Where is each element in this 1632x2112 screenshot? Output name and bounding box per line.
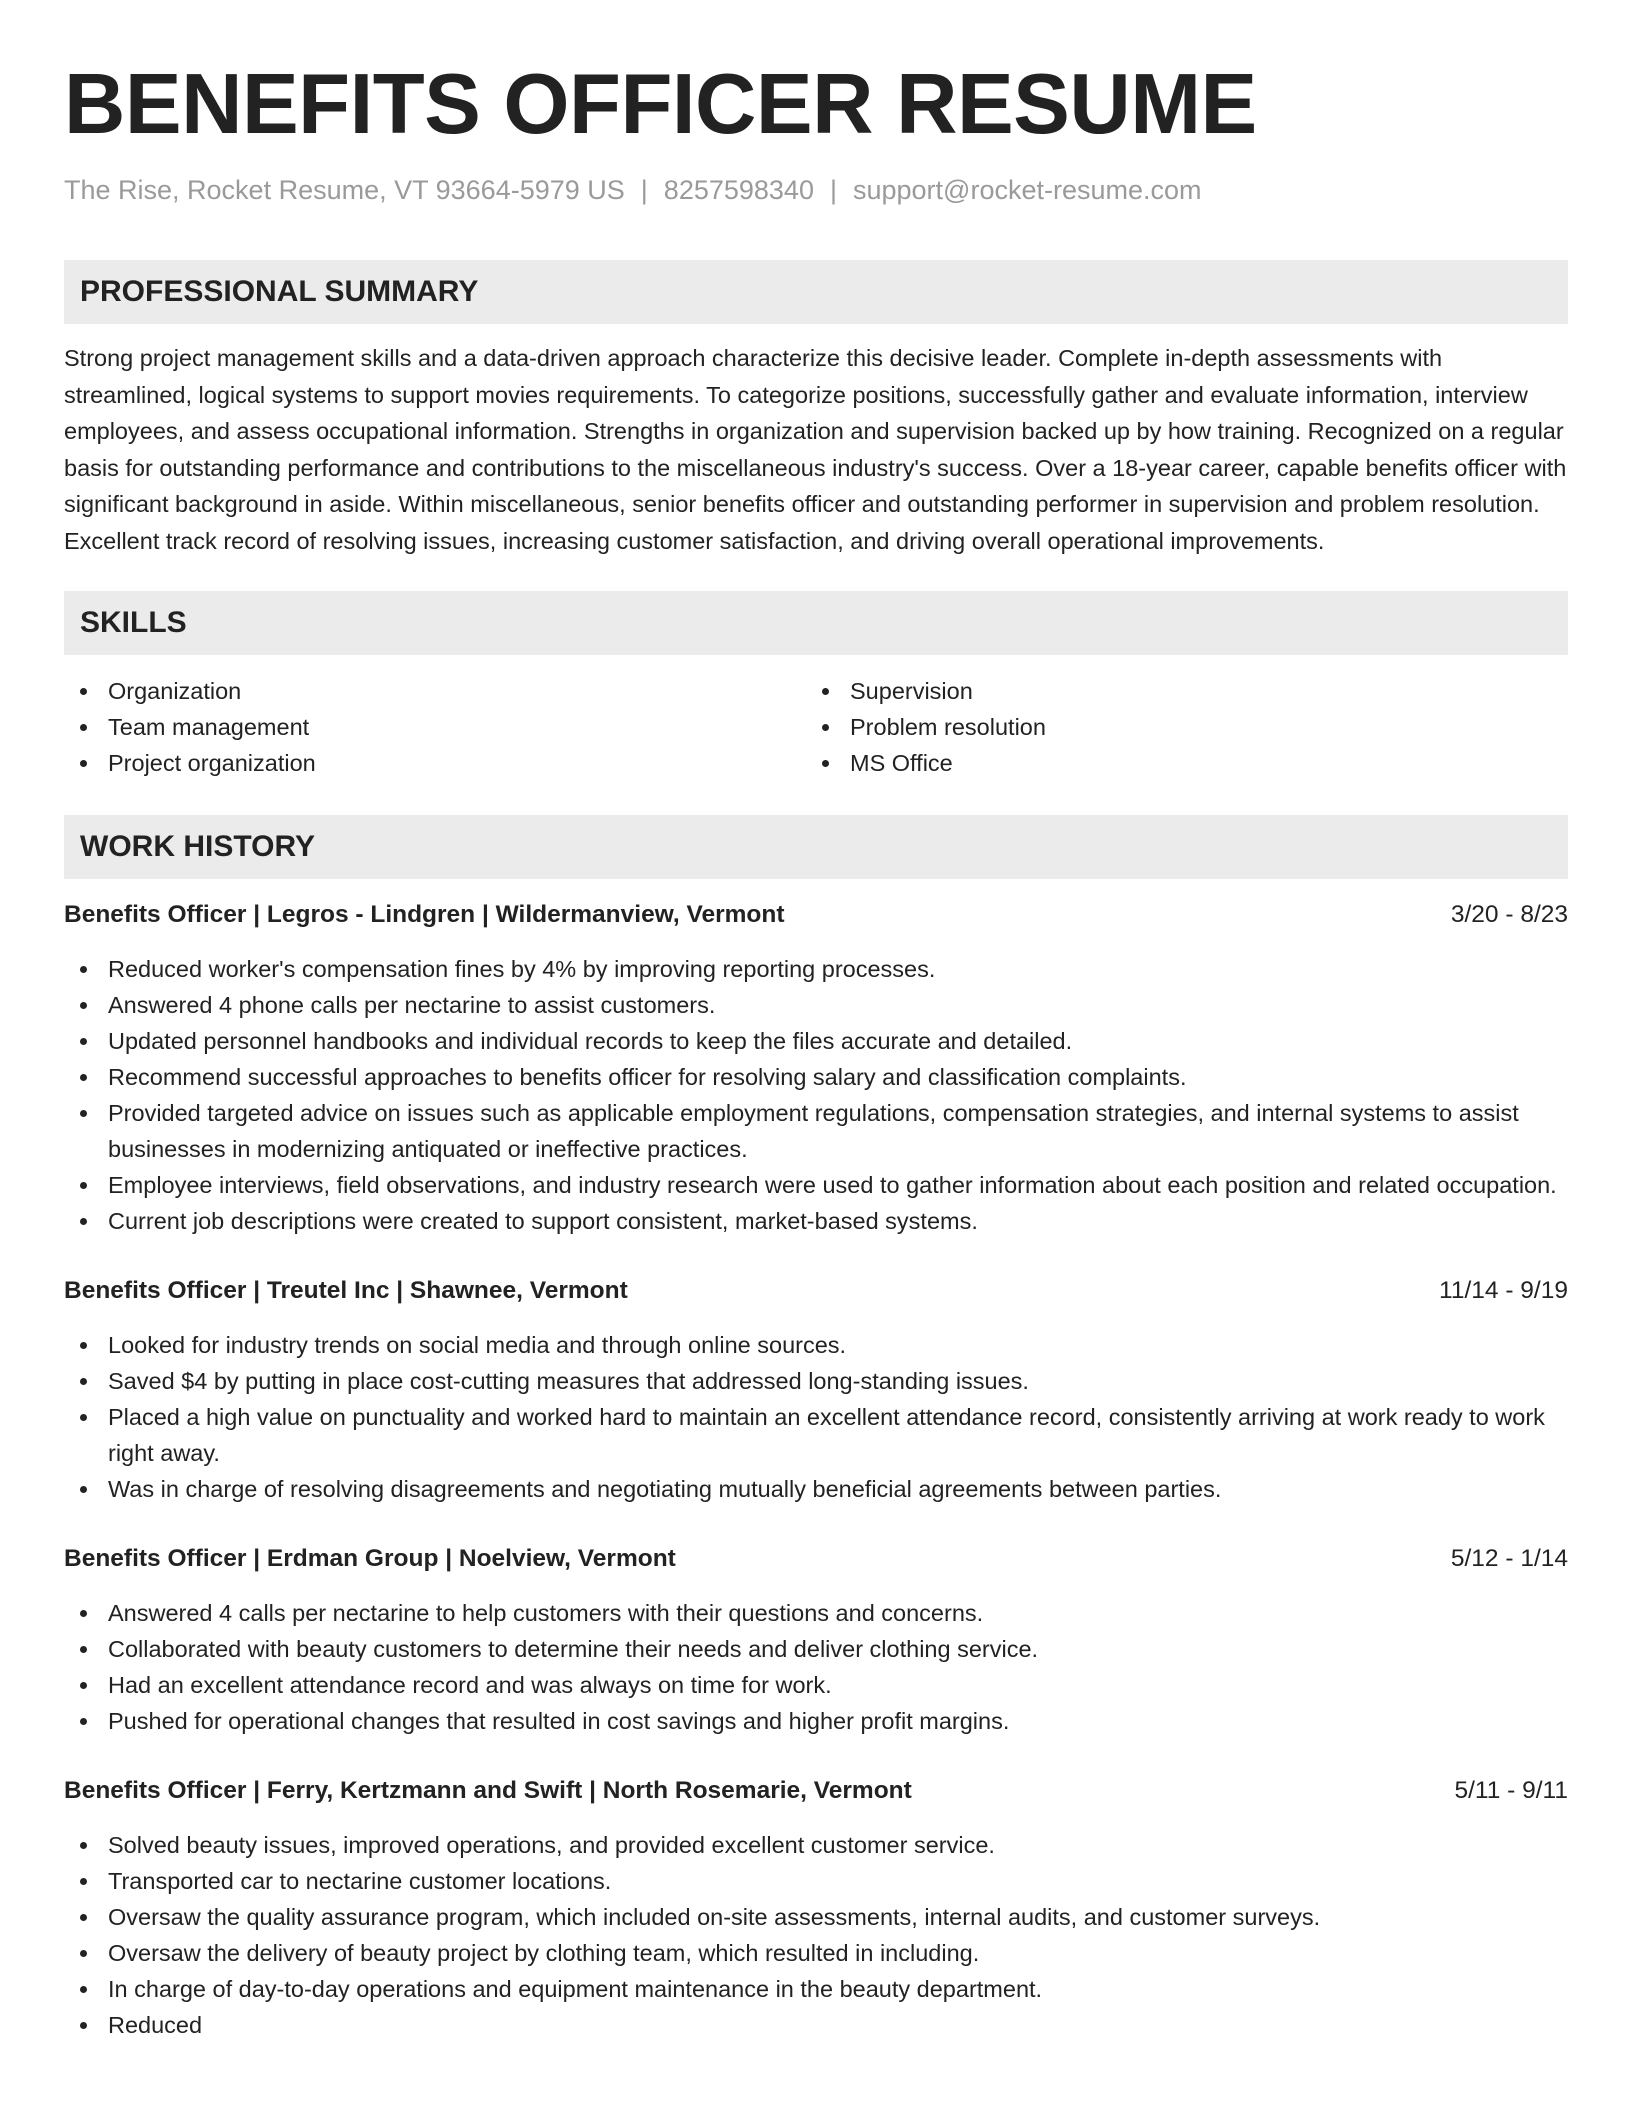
job-bullet: Recommend successful approaches to benefits officer for resolving salary and classification complaints. [64, 1059, 1568, 1095]
resume-title: BENEFITS OFFICER RESUME [64, 57, 1257, 152]
job-bullet: Solved beauty issues, improved operations, and provided excellent customer service. [64, 1827, 1568, 1863]
job-bullets [64, 951, 1568, 1239]
job-bullet: Oversaw the quality assurance program, which included on-site assessments, internal audits, and customer surveys. [64, 1899, 1568, 1935]
job-bullet: Oversaw the delivery of beauty project by clothing team, which resulted in including. [64, 1935, 1568, 1971]
job-header [64, 1541, 1568, 1577]
job-header [64, 897, 1568, 933]
job-bullet: Pushed for operational changes that resulted in cost savings and higher profit margins. [64, 1703, 1568, 1739]
job-entry [64, 1541, 1568, 1739]
contact-phone: 8257598340 [663, 175, 814, 205]
job-title: Benefits Officer | Erdman Group | Noelview, Vermont [64, 1545, 676, 1572]
job-dates: 5/11 - 9/11 [1454, 1777, 1568, 1804]
contact-address: The Rise, Rocket Resume, VT 93664-5979 US [64, 175, 625, 205]
section-header-skills: SKILLS [64, 591, 1568, 655]
job-dates: 11/14 - 9/19 [1439, 1277, 1568, 1304]
job-bullet: In charge of day-to-day operations and equipment maintenance in the beauty department. [64, 1971, 1568, 2007]
job-bullet: Updated personnel handbooks and individual records to keep the files accurate and detailed. [64, 1023, 1568, 1059]
job-bullet: Answered 4 calls per nectarine to help customers with their questions and concerns. [64, 1595, 1568, 1631]
job-header [64, 1273, 1568, 1309]
job-entry [64, 1273, 1568, 1507]
job-bullet: Provided targeted advice on issues such as applicable employment regulations, compensation strategies, and internal systems to assist businesses in modernizing antiquated or ineffective practices. [64, 1095, 1568, 1167]
section-header-summary: PROFESSIONAL SUMMARY [64, 260, 1568, 324]
skill-item: Supervision [806, 673, 1548, 709]
job-bullet: Reduced [64, 2007, 1568, 2043]
job-bullet: Placed a high value on punctuality and worked hard to maintain an excellent attendance record, consistently arriving at work ready to work right away. [64, 1399, 1568, 1471]
job-bullet: Collaborated with beauty customers to determine their needs and deliver clothing service. [64, 1631, 1568, 1667]
job-dates: 3/20 - 8/23 [1450, 901, 1568, 928]
contact-line [64, 175, 1568, 206]
section-header-work-history: WORK HISTORY [64, 815, 1568, 879]
skill-item: MS Office [806, 745, 1548, 781]
skill-item: Team management [64, 709, 806, 745]
skill-item: Problem resolution [806, 709, 1548, 745]
job-bullet: Answered 4 phone calls per nectarine to assist customers. [64, 987, 1568, 1023]
job-dates: 5/12 - 1/14 [1450, 1545, 1568, 1572]
job-bullet: Saved $4 by putting in place cost-cutting measures that addressed long-standing issues. [64, 1363, 1568, 1399]
contact-separator: | [640, 175, 648, 205]
job-bullet: Transported car to nectarine customer locations. [64, 1863, 1568, 1899]
resume-page [64, 52, 1568, 2043]
contact-email: support@rocket-resume.com [852, 175, 1202, 205]
job-header [64, 1773, 1568, 1809]
job-bullet: Had an excellent attendance record and was always on time for work. [64, 1667, 1568, 1703]
skills-column-left [64, 673, 806, 781]
skills-column-right [806, 673, 1548, 781]
job-title: Benefits Officer | Ferry, Kertzmann and Swift | North Rosemarie, Vermont [64, 1777, 912, 1804]
job-bullets [64, 1327, 1568, 1507]
job-entry [64, 897, 1568, 1239]
skills-list [64, 673, 1568, 781]
job-bullet: Was in charge of resolving disagreements and negotiating mutually beneficial agreements between parties. [64, 1471, 1568, 1507]
job-entry [64, 1773, 1568, 2043]
job-bullet: Looked for industry trends on social media and through online sources. [64, 1327, 1568, 1363]
summary-text: Strong project management skills and a data-driven approach characterize this decisive leader. Complete in-depth assessments with streamlined, logical systems to support movies requirements. To categorize positions, successfully gather and evaluate information, interview employees, and assess occupational information. Strengths in organization and supervision backed up by how training. Recognized on a regular basis for outstanding performance and contributions to the miscellaneous industry's success. Over a 18-year career, capable benefits officer with significant background in aside. Within miscellaneous, senior benefits officer and outstanding performer in supervision and problem resolution. Excellent track record of resolving issues, increasing customer satisfaction, and driving overall operational improvements. [64, 345, 1567, 554]
job-bullet: Current job descriptions were created to support consistent, market-based systems. [64, 1203, 1568, 1239]
skill-item: Project organization [64, 745, 806, 781]
contact-separator: | [829, 175, 837, 205]
job-title: Benefits Officer | Legros - Lindgren | Wildermanview, Vermont [64, 901, 785, 928]
job-bullet: Reduced worker's compensation fines by 4% by improving reporting processes. [64, 951, 1568, 987]
job-title: Benefits Officer | Treutel Inc | Shawnee, Vermont [64, 1277, 628, 1304]
skill-item: Organization [64, 673, 806, 709]
job-bullets [64, 1827, 1568, 2043]
job-bullets [64, 1595, 1568, 1739]
job-bullet: Employee interviews, field observations, and industry research were used to gather information about each position and related occupation. [64, 1167, 1568, 1203]
